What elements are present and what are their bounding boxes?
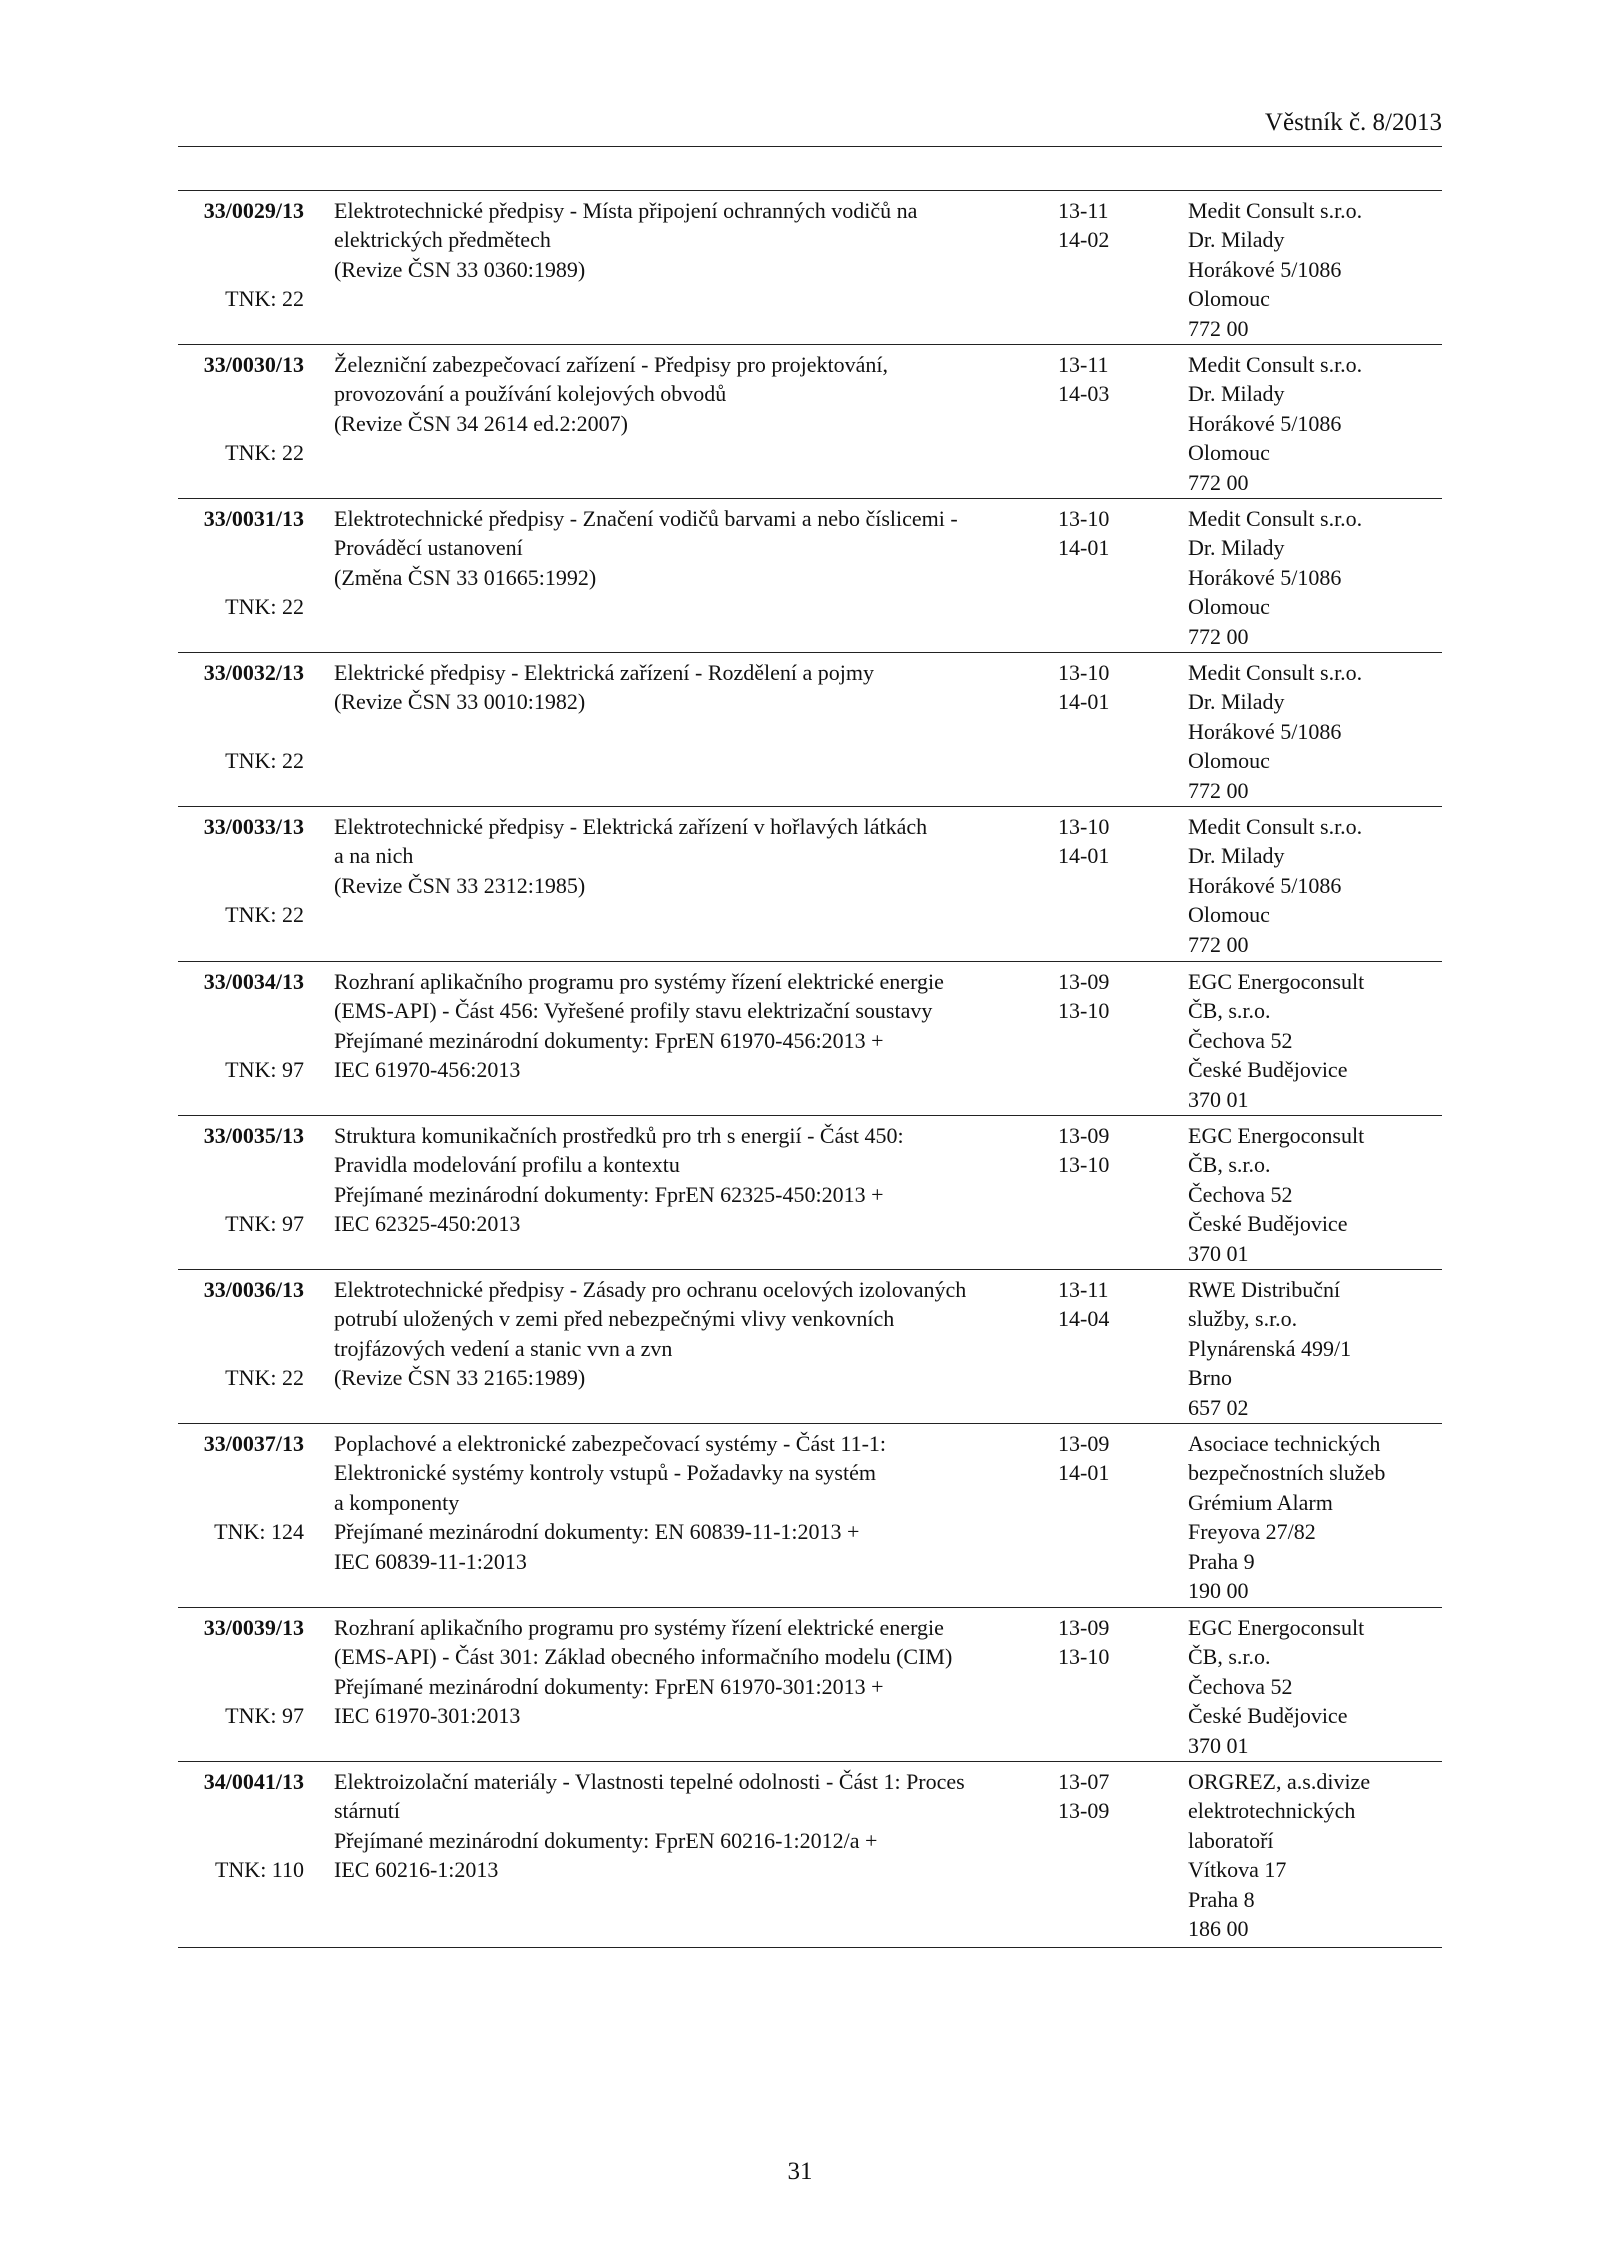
description-line: (Revize ČSN 33 2165:1989) xyxy=(334,1365,586,1391)
contact-line: EGC Energoconsult xyxy=(1188,1123,1365,1148)
date-value: 13-09 xyxy=(1058,1615,1110,1640)
table-row xyxy=(178,1270,1442,1424)
contact-line: ČB, s.r.o. xyxy=(1188,998,1271,1024)
table-row xyxy=(178,345,1442,499)
description-line: Rozhraní aplikačního programu pro systémy řízení elektrické energie xyxy=(334,1615,944,1640)
tnk-label: TNK: 97 xyxy=(225,1057,304,1082)
date-value: 13-10 xyxy=(1058,814,1110,839)
description-line: trojfázových vedení a stanic vvn a zvn xyxy=(334,1335,673,1361)
contact-line: Čechova 52 xyxy=(1188,1673,1293,1699)
description-line: Přejímané mezinárodní dokumenty: FprEN 61970-301:2013 + xyxy=(334,1673,884,1699)
date-value: 13-10 xyxy=(1058,1644,1110,1670)
date-value: 14-02 xyxy=(1058,227,1110,253)
description-line: elektrických předmětech xyxy=(334,227,551,253)
description-line: a na nich xyxy=(334,843,414,869)
contact-line: Praha 9 xyxy=(1188,1548,1255,1574)
description-line: (Revize ČSN 33 0360:1989) xyxy=(334,256,586,282)
standard-description xyxy=(334,1613,1034,1731)
processor-contact xyxy=(1188,196,1440,343)
contact-line: Grémium Alarm xyxy=(1188,1489,1333,1515)
date-value: 13-09 xyxy=(1058,1798,1110,1824)
tnk-label: TNK: 124 xyxy=(214,1519,304,1544)
dates-column xyxy=(1058,196,1148,255)
contact-line: České Budějovice xyxy=(1188,1057,1348,1083)
contact-line: Olomouc xyxy=(1188,440,1270,466)
description-line: (Revize ČSN 33 0010:1982) xyxy=(334,689,586,715)
contact-line: Olomouc xyxy=(1188,286,1270,312)
page-number: 31 xyxy=(787,2158,813,2185)
table-row xyxy=(178,1762,1442,1948)
contact-line: Plynárenská 499/1 xyxy=(1188,1335,1352,1361)
dates-column xyxy=(1058,967,1148,1026)
date-value: 13-11 xyxy=(1058,1277,1109,1302)
standard-description xyxy=(334,1767,1034,1885)
date-value: 14-01 xyxy=(1058,689,1110,715)
tnk-label: TNK: 22 xyxy=(225,1365,304,1390)
date-value: 13-10 xyxy=(1058,660,1110,685)
contact-line: 772 00 xyxy=(1188,469,1249,495)
description-line: provozování a používání kolejových obvodů xyxy=(334,381,727,407)
standard-code: 33/0036/13 xyxy=(203,1277,304,1302)
contact-line: Medit Consult s.r.o. xyxy=(1188,814,1363,839)
date-value: 13-09 xyxy=(1058,1123,1110,1148)
standard-description xyxy=(334,1275,1034,1393)
dates-column xyxy=(1058,658,1148,717)
page-header xyxy=(178,108,1442,147)
contact-line: Brno xyxy=(1188,1365,1232,1391)
processor-contact xyxy=(1188,812,1440,959)
dates-column xyxy=(1058,504,1148,563)
standard-description xyxy=(334,504,1034,592)
contact-line: Horákové 5/1086 xyxy=(1188,564,1342,590)
tnk-label: TNK: 110 xyxy=(214,1857,304,1882)
contact-line: Olomouc xyxy=(1188,594,1270,620)
contact-line: EGC Energoconsult xyxy=(1188,969,1365,994)
standard-description xyxy=(334,967,1034,1085)
contact-line: Horákové 5/1086 xyxy=(1188,872,1342,898)
standard-code: 33/0039/13 xyxy=(203,1615,304,1640)
description-line: Prováděcí ustanovení xyxy=(334,535,523,561)
processor-contact xyxy=(1188,1613,1440,1760)
contact-line: Medit Consult s.r.o. xyxy=(1188,660,1363,685)
contact-line: laboratoří xyxy=(1188,1827,1274,1853)
description-line: Elektrotechnické předpisy - Elektrická zařízení v hořlavých látkách xyxy=(334,814,928,839)
contact-line: 370 01 xyxy=(1188,1732,1249,1758)
contact-line: 772 00 xyxy=(1188,777,1249,803)
dates-column xyxy=(1058,1767,1148,1826)
standard-code: 33/0034/13 xyxy=(203,969,304,994)
dates-column xyxy=(1058,350,1148,409)
description-line: stárnutí xyxy=(334,1798,400,1824)
description-line: IEC 61970-301:2013 xyxy=(334,1703,521,1729)
standard-code: 33/0035/13 xyxy=(203,1123,304,1148)
description-line: Pravidla modelování profilu a kontextu xyxy=(334,1152,680,1178)
date-value: 14-01 xyxy=(1058,843,1110,869)
description-line: (Změna ČSN 33 01665:1992) xyxy=(334,564,597,590)
date-value: 13-10 xyxy=(1058,506,1110,531)
contact-line: Olomouc xyxy=(1188,748,1270,774)
table-row xyxy=(178,499,1442,653)
dates-column xyxy=(1058,1429,1148,1488)
table-row xyxy=(178,1608,1442,1762)
tnk-label: TNK: 97 xyxy=(225,1211,304,1236)
processor-contact xyxy=(1188,658,1440,805)
dates-column xyxy=(1058,812,1148,871)
tnk-label: TNK: 22 xyxy=(225,594,304,619)
standard-code: 33/0037/13 xyxy=(203,1431,304,1456)
description-line: Elektrotechnické předpisy - Zásady pro ochranu ocelových izolovaných xyxy=(334,1277,967,1302)
contact-line: 190 00 xyxy=(1188,1578,1249,1604)
date-value: 13-09 xyxy=(1058,1431,1110,1456)
description-line: Elektronické systémy kontroly vstupů - Požadavky na systém xyxy=(334,1460,876,1486)
standard-description xyxy=(334,196,1034,284)
contact-line: Olomouc xyxy=(1188,902,1270,928)
tnk-label: TNK: 22 xyxy=(225,440,304,465)
contact-line: Dr. Milady xyxy=(1188,689,1285,715)
description-line: (EMS-API) - Část 301: Základ obecného informačního modelu (CIM) xyxy=(334,1644,953,1670)
processor-contact xyxy=(1188,1275,1440,1422)
contact-line: ČB, s.r.o. xyxy=(1188,1644,1271,1670)
table-row xyxy=(178,1424,1442,1608)
tnk-label: TNK: 22 xyxy=(225,286,304,311)
contact-line: 370 01 xyxy=(1188,1086,1249,1112)
date-value: 13-09 xyxy=(1058,969,1110,994)
description-line: Elektrické předpisy - Elektrická zařízení - Rozdělení a pojmy xyxy=(334,660,874,685)
dates-column xyxy=(1058,1275,1148,1334)
date-value: 13-10 xyxy=(1058,1152,1110,1178)
standard-description xyxy=(334,1429,1034,1576)
contact-line: Dr. Milady xyxy=(1188,381,1285,407)
contact-line: Medit Consult s.r.o. xyxy=(1188,352,1363,377)
contact-line: Dr. Milady xyxy=(1188,535,1285,561)
contact-line: 772 00 xyxy=(1188,931,1249,957)
date-value: 14-03 xyxy=(1058,381,1110,407)
standard-code: 33/0031/13 xyxy=(203,506,304,531)
table-row xyxy=(178,191,1442,345)
processor-contact xyxy=(1188,1121,1440,1268)
standards-table xyxy=(178,190,1442,1948)
description-line: Elektrotechnické předpisy - Místa připojení ochranných vodičů na xyxy=(334,198,918,223)
contact-line: Horákové 5/1086 xyxy=(1188,718,1342,744)
contact-line: Dr. Milady xyxy=(1188,843,1285,869)
description-line: Elektroizolační materiály - Vlastnosti tepelné odolnosti - Část 1: Proces xyxy=(334,1769,965,1794)
description-line: a komponenty xyxy=(334,1489,460,1515)
contact-line: EGC Energoconsult xyxy=(1188,1615,1365,1640)
standard-description xyxy=(334,812,1034,900)
contact-line: Dr. Milady xyxy=(1188,227,1285,253)
description-line: potrubí uložených v zemi před nebezpečnými vlivy venkovních xyxy=(334,1306,895,1332)
description-line: Elektrotechnické předpisy - Značení vodičů barvami a nebo číslicemi - xyxy=(334,506,958,531)
dates-column xyxy=(1058,1613,1148,1672)
processor-contact xyxy=(1188,350,1440,497)
processor-contact xyxy=(1188,967,1440,1114)
contact-line: Medit Consult s.r.o. xyxy=(1188,198,1363,223)
contact-line: ČB, s.r.o. xyxy=(1188,1152,1271,1178)
contact-line: 186 00 xyxy=(1188,1916,1249,1942)
table-row xyxy=(178,653,1442,807)
tnk-label: TNK: 22 xyxy=(225,902,304,927)
standard-code: 33/0029/13 xyxy=(203,198,304,223)
contact-line: 772 00 xyxy=(1188,623,1249,649)
contact-line: 772 00 xyxy=(1188,315,1249,341)
standard-code: 33/0033/13 xyxy=(203,814,304,839)
description-line: (Revize ČSN 34 2614 ed.2:2007) xyxy=(334,410,628,436)
description-line: Železniční zabezpečovací zařízení - Předpisy pro projektování, xyxy=(334,352,889,377)
processor-contact xyxy=(1188,504,1440,651)
description-line: Poplachové a elektronické zabezpečovací systémy - Část 11-1: xyxy=(334,1431,887,1456)
description-line: Rozhraní aplikačního programu pro systémy řízení elektrické energie xyxy=(334,969,944,994)
standard-code: 34/0041/13 xyxy=(203,1769,304,1794)
date-value: 13-10 xyxy=(1058,998,1110,1024)
date-value: 13-07 xyxy=(1058,1769,1110,1794)
description-line: IEC 60839-11-1:2013 xyxy=(334,1548,527,1574)
description-line: (EMS-API) - Část 456: Vyřešené profily stavu elektrizační soustavy xyxy=(334,998,933,1024)
contact-line: 370 01 xyxy=(1188,1240,1249,1266)
date-value: 13-11 xyxy=(1058,198,1109,223)
contact-line: Čechova 52 xyxy=(1188,1181,1293,1207)
standard-code: 33/0030/13 xyxy=(203,352,304,377)
table-row xyxy=(178,807,1442,962)
description-line: Struktura komunikačních prostředků pro trh s energií - Část 450: xyxy=(334,1123,904,1148)
description-line: IEC 62325-450:2013 xyxy=(334,1211,521,1237)
description-line: (Revize ČSN 33 2312:1985) xyxy=(334,872,586,898)
contact-line: Horákové 5/1086 xyxy=(1188,256,1342,282)
standard-description xyxy=(334,658,1034,717)
description-line: IEC 61970-456:2013 xyxy=(334,1057,521,1083)
contact-line: Freyova 27/82 xyxy=(1188,1519,1316,1545)
contact-line: Horákové 5/1086 xyxy=(1188,410,1342,436)
tnk-label: TNK: 97 xyxy=(225,1703,304,1728)
description-line: IEC 60216-1:2013 xyxy=(334,1857,499,1883)
contact-line: Vítkova 17 xyxy=(1188,1857,1287,1883)
contact-line: Medit Consult s.r.o. xyxy=(1188,506,1363,531)
contact-line: Asociace technických xyxy=(1188,1431,1381,1456)
contact-line: služby, s.r.o. xyxy=(1188,1306,1298,1332)
standard-code: 33/0032/13 xyxy=(203,660,304,685)
contact-line: elektrotechnických xyxy=(1188,1798,1356,1824)
contact-line: ORGREZ, a.s.divize xyxy=(1188,1769,1371,1794)
date-value: 13-11 xyxy=(1058,352,1109,377)
contact-line: Praha 8 xyxy=(1188,1886,1255,1912)
date-value: 14-04 xyxy=(1058,1306,1110,1332)
description-line: Přejímané mezinárodní dokumenty: EN 60839-11-1:2013 + xyxy=(334,1519,860,1545)
date-value: 14-01 xyxy=(1058,535,1110,561)
table-row xyxy=(178,1116,1442,1270)
processor-contact xyxy=(1188,1429,1440,1605)
bulletin-title: Věstník č. 8/2013 xyxy=(1264,109,1442,136)
contact-line: 657 02 xyxy=(1188,1394,1249,1420)
contact-line: RWE Distribuční xyxy=(1188,1277,1341,1302)
contact-line: Čechova 52 xyxy=(1188,1027,1293,1053)
description-line: Přejímané mezinárodní dokumenty: FprEN 62325-450:2013 + xyxy=(334,1181,884,1207)
standard-description xyxy=(334,350,1034,438)
dates-column xyxy=(1058,1121,1148,1180)
contact-line: České Budějovice xyxy=(1188,1703,1348,1729)
contact-line: České Budějovice xyxy=(1188,1211,1348,1237)
standard-description xyxy=(334,1121,1034,1239)
contact-line: bezpečnostních služeb xyxy=(1188,1460,1386,1486)
table-row xyxy=(178,962,1442,1116)
description-line: Přejímané mezinárodní dokumenty: FprEN 60216-1:2012/a + xyxy=(334,1827,878,1853)
processor-contact xyxy=(1188,1767,1440,1943)
tnk-label: TNK: 22 xyxy=(225,748,304,773)
description-line: Přejímané mezinárodní dokumenty: FprEN 61970-456:2013 + xyxy=(334,1027,884,1053)
date-value: 14-01 xyxy=(1058,1460,1110,1486)
